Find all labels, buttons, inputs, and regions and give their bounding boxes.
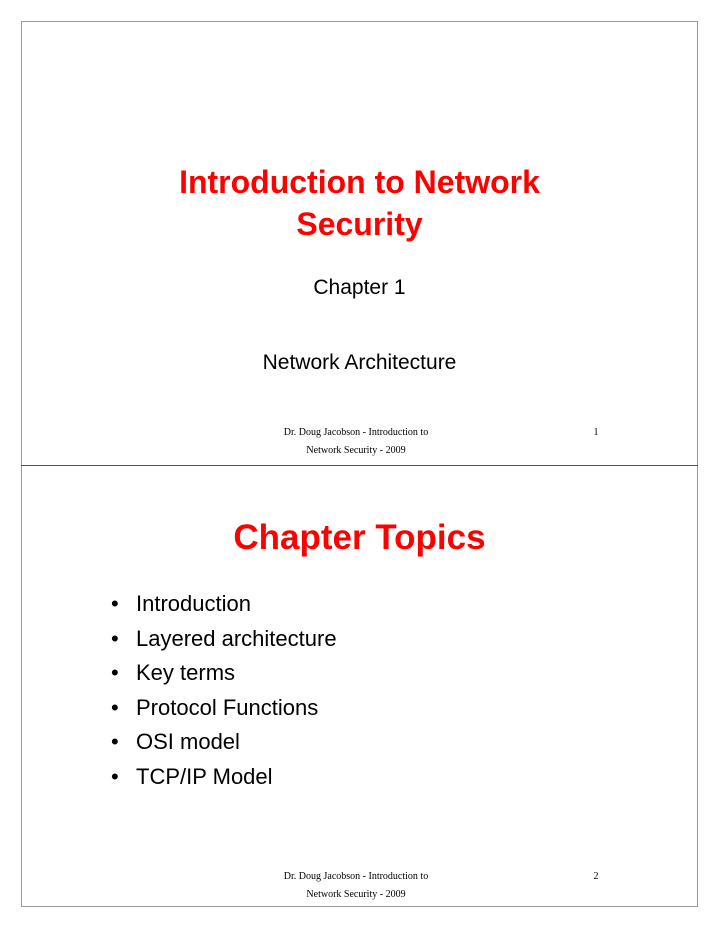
slide-2-page-number: 2 [593,871,599,882]
slide-1 [21,21,698,465]
list-item-label: Key terms [136,660,236,685]
list-item-label: TCP/IP Model [136,763,273,789]
bullet-icon: • [111,625,119,651]
list-item [111,725,337,760]
slide-1-title-line-1: Introduction to Network [179,164,540,200]
bullet-icon: • [111,729,119,754]
bullet-icon: • [111,660,119,685]
list-item [111,760,337,795]
slide-1-title [21,161,698,245]
list-item-label: OSI model [136,729,240,754]
list-item [111,691,337,726]
slide-2-title: Chapter Topics [233,518,486,557]
slide-1-footer [246,424,466,460]
slide-2-footer [246,868,466,904]
slide-1-topic-subtitle: Network Architecture [262,351,457,374]
list-item [111,587,337,622]
list-item-label: Introduction [136,591,251,616]
slide-1-chapter-subtitle: Chapter 1 [313,276,406,299]
slide-1-footer-line-2: Network Security - 2009 [306,445,406,456]
list-item-label: Protocol Functions [136,694,319,720]
slide-2-footer-line-2: Network Security - 2009 [306,889,406,900]
slide-2 [21,465,698,909]
list-item [111,656,337,691]
list-item-label: Layered architecture [136,625,337,651]
slide-1-title-line-2: Security [296,206,423,242]
bullet-icon: • [111,694,119,720]
slide-1-page-number: 1 [593,427,599,438]
bullet-icon: • [111,591,119,616]
slide-1-footer-line-1: Dr. Doug Jacobson - Introduction to [283,427,429,438]
list-item [111,622,337,657]
slide-2-footer-line-1: Dr. Doug Jacobson - Introduction to [283,871,429,882]
topic-list [111,587,337,794]
bullet-icon: • [111,763,119,789]
